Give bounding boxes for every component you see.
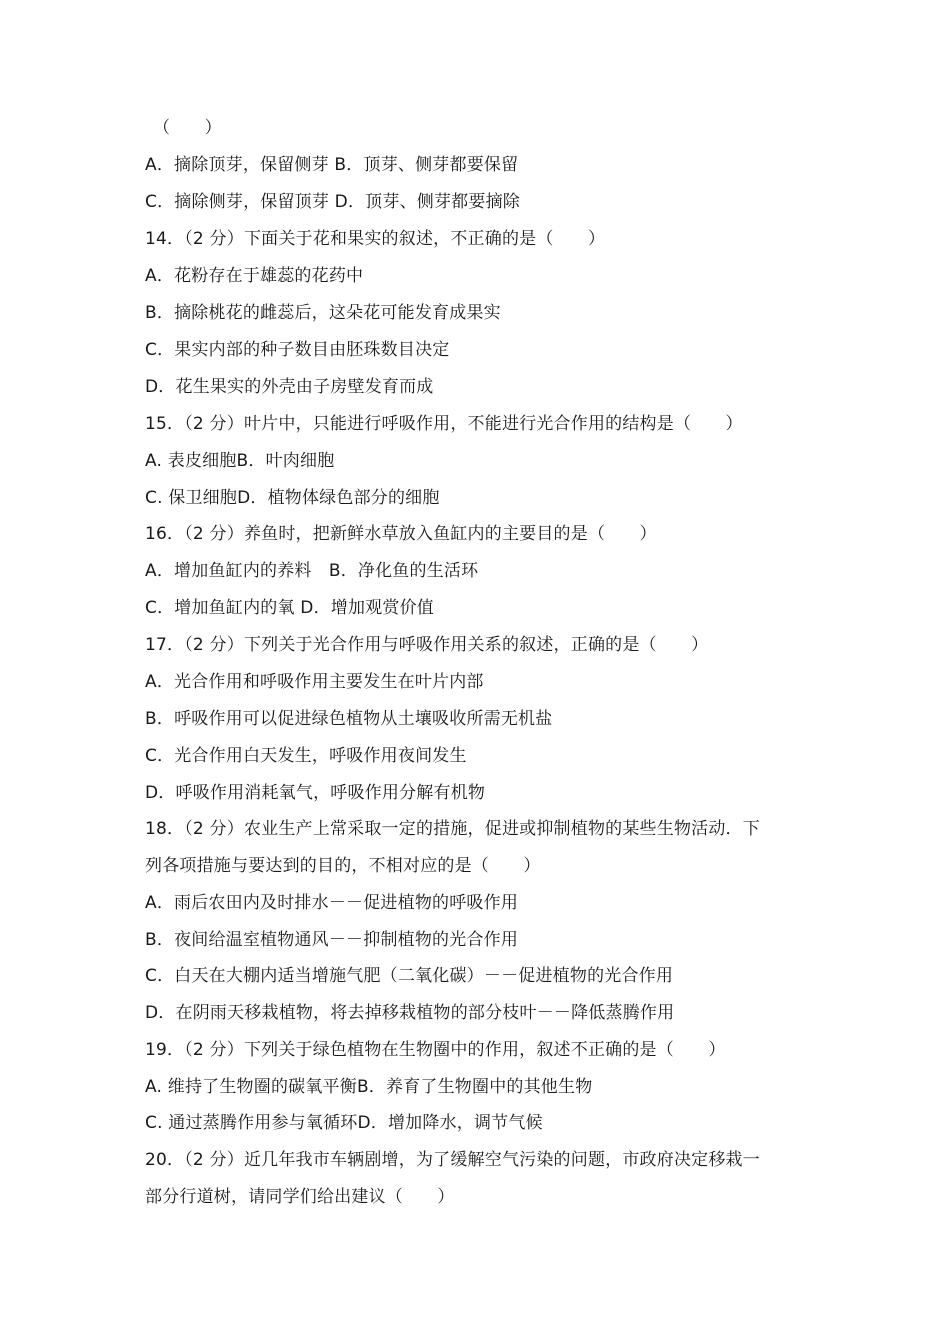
- question-15-options-cd: C. 保卫细胞D．植物体绿色部分的细胞: [145, 488, 440, 508]
- question-18-option-a: A．雨后农田内及时排水－－促进植物的呼吸作用: [145, 893, 519, 913]
- question-18-option-c: C．白天在大棚内适当增施气肥（二氧化碳）－－促进植物的光合作用: [145, 966, 674, 986]
- question-18-option-d: D．在阴雨天移栽植物，将去掉移栽植物的部分枝叶－－降低蒸腾作用: [145, 1003, 675, 1023]
- question-14-option-d: D．花生果实的外壳由子房壁发育而成: [145, 377, 434, 397]
- question-20-stem-line-2: 部分行道树，请同学们给出建议（ ）: [145, 1187, 455, 1207]
- question-16-options-ab: A．增加鱼缸内的养料 B．净化鱼的生活环: [145, 561, 479, 581]
- question-15-options-ab: A. 表皮细胞B．叶肉细胞: [145, 451, 335, 471]
- question-16-options-cd: C．增加鱼缸内的氧 D．增加观赏价值: [145, 598, 434, 618]
- question-17-option-a: A．光合作用和呼吸作用主要发生在叶片内部: [145, 672, 484, 692]
- question-19-options-ab: A. 维持了生物圈的碳氧平衡B．养育了生物圈中的其他生物: [145, 1077, 593, 1097]
- question-13-options-ab: A．摘除顶芽，保留侧芽 B．顶芽、侧芽都要保留: [145, 155, 519, 175]
- question-18-stem-line-2: 列各项措施与要达到的目的，不相对应的是（ ）: [145, 856, 541, 876]
- question-13-stem-end: （ ）: [153, 118, 222, 138]
- question-17-stem: 17．（2 分）下列关于光合作用与呼吸作用关系的叙述，正确的是（ ）: [145, 635, 709, 655]
- question-14-stem: 14．（2 分）下面关于花和果实的叙述，不正确的是（ ）: [145, 229, 606, 249]
- question-17-option-c: C．光合作用白天发生，呼吸作用夜间发生: [145, 746, 467, 766]
- question-17-option-d: D．呼吸作用消耗氧气，呼吸作用分解有机物: [145, 783, 486, 803]
- question-16-stem: 16．（2 分）养鱼时，把新鲜水草放入鱼缸内的主要目的是（ ）: [145, 524, 657, 544]
- question-15-stem: 15．（2 分）叶片中，只能进行呼吸作用，不能进行光合作用的结构是（ ）: [145, 414, 743, 434]
- question-14-option-a: A．花粉存在于雄蕊的花药中: [145, 266, 364, 286]
- question-19-options-cd: C. 通过蒸腾作用参与氧循环D．增加降水，调节气候: [145, 1113, 543, 1133]
- question-19-stem: 19．（2 分）下列关于绿色植物在生物圈中的作用，叙述不正确的是（ ）: [145, 1040, 726, 1060]
- question-14-option-b: B．摘除桃花的雌蕊后，这朵花可能发育成果实: [145, 303, 501, 323]
- question-13-options-cd: C．摘除侧芽，保留顶芽 D．顶芽、侧芽都要摘除: [145, 192, 520, 212]
- question-18-stem-line-1: 18．（2 分）农业生产上常采取一定的措施，促进或抑制植物的某些生物活动．下: [145, 819, 760, 839]
- question-14-option-c: C．果实内部的种子数目由胚珠数目决定: [145, 340, 450, 360]
- question-18-option-b: B．夜间给温室植物通风－－抑制植物的光合作用: [145, 930, 519, 950]
- question-20-stem-line-1: 20．（2 分）近几年我市车辆剧增，为了缓解空气污染的问题，市政府决定移栽一: [145, 1150, 760, 1170]
- question-17-option-b: B．呼吸作用可以促进绿色植物从土壤吸收所需无机盐: [145, 709, 553, 729]
